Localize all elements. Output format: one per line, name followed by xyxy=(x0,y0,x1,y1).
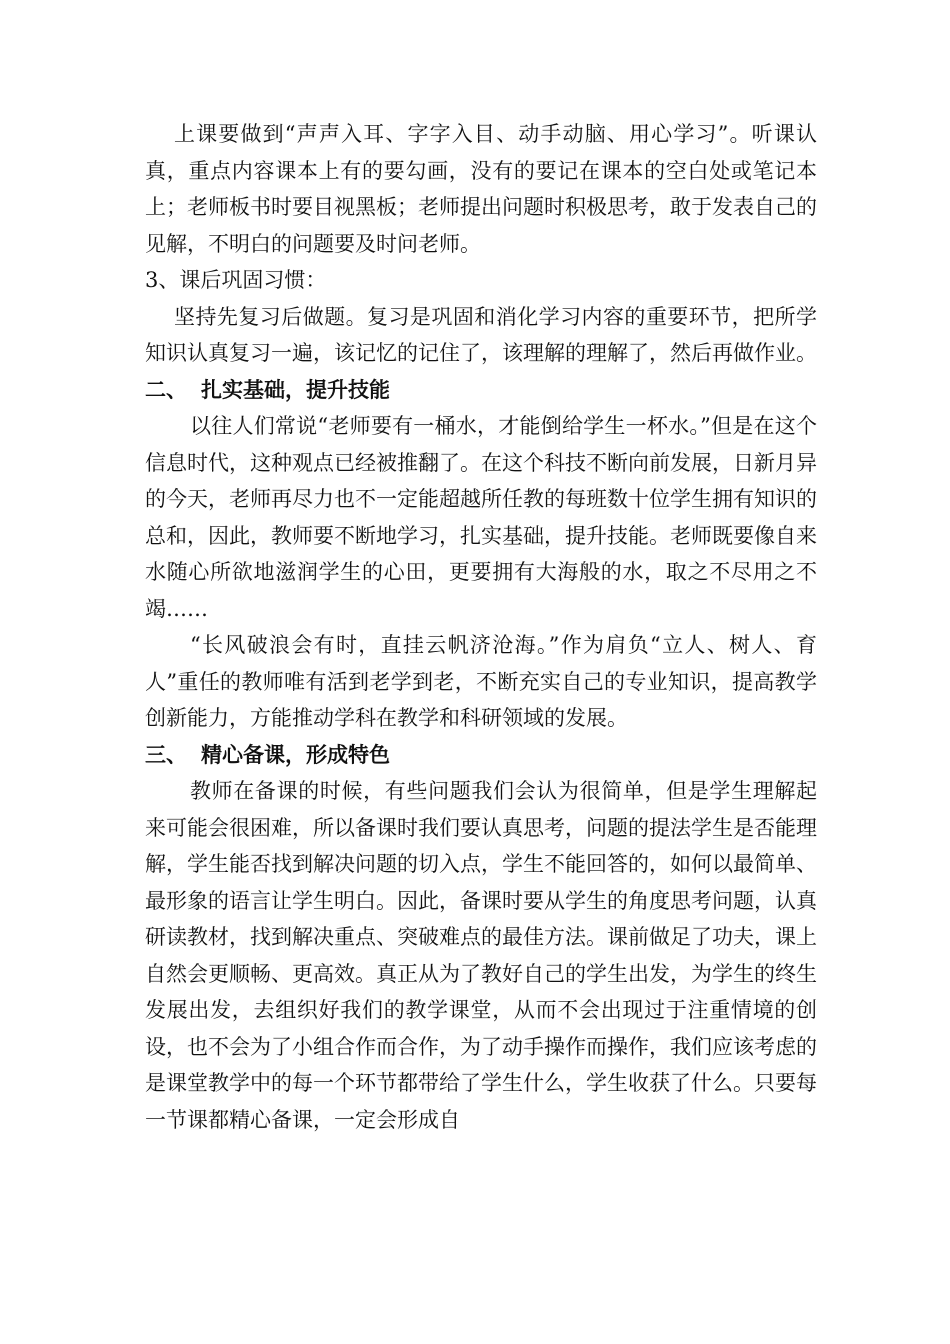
section-heading-2 xyxy=(145,372,817,409)
section-heading-2-title: 扎实基础，提升技能 xyxy=(201,377,390,402)
section-heading-3-number: 三、 xyxy=(145,742,187,767)
section-heading-2-number: 二、 xyxy=(145,377,187,402)
section-heading-3-title: 精心备课，形成特色 xyxy=(201,742,390,767)
paragraph-lifelong-learning: “长风破浪会有时，直挂云帆济沧海。”作为肩负“立人、树人、育人”重任的教师唯有活到老学到老，不断充实自己的专业知识，提高教学创新能力，方能推动学科在教学和科研领域的发展。 xyxy=(145,633,817,730)
paragraph-listening: 上课要做到“声声入耳、字字入目、动手动脑、用心学习”。听课认真，重点内容课本上有的要勾画，没有的要记在课本的空白处或笔记本上；老师板书时要目视黑板；老师提出问题时积极思考，敢于发表自己的见解，不明白的问题要及时问老师。 xyxy=(145,122,817,256)
paragraph-review: 坚持先复习后做题。复习是巩固和消化学习内容的重要环节，把所学知识认真复习一遍，该记忆的记住了，该理解的理解了，然后再做作业。 xyxy=(145,304,817,365)
document-page xyxy=(145,116,817,1138)
subheading-after-class-habit: 3、课后巩固习惯： xyxy=(145,268,327,292)
paragraph-foundation: 以往人们常说“老师要有一桶水，才能倒给学生一杯水。”但是在这个信息时代，这种观点已经被推翻了。在这个科技不断向前发展，日新月异的今天，老师再尽力也不一定能超越所任教的每班数十位学生拥有知识的总和，因此，教师要不断地学习，扎实基础，提升技能。老师既要像自来水随心所欲地滋润学生的心田，更要拥有大海般的水，取之不尽用之不竭…… xyxy=(145,414,817,621)
paragraph-lesson-preparation: 教师在备课的时候，有些问题我们会认为很简单，但是学生理解起来可能会很困难，所以备课时我们要认真思考，问题的提法学生是否能理解，学生能否找到解决问题的切入点，学生不能回答的，如何以最简单、最形象的语言让学生明白。因此，备课时要从学生的角度思考问题，认真研读教材，找到解决重点、突破难点的最佳方法。课前做足了功夫，课上自然会更顺畅、更高效。真正从为了教好自己的学生出发，为学生的终生发展出发，去组织好我们的教学课堂，从而不会出现过于注重情境的创设，也不会为了小组合作而合作，为了动手操作而操作，我们应该考虑的是课堂教学中的每一个环节都带给了学生什么，学生收获了什么。只要每一节课都精心备课，一定会形成自 xyxy=(145,779,817,1132)
section-heading-3 xyxy=(145,737,817,774)
